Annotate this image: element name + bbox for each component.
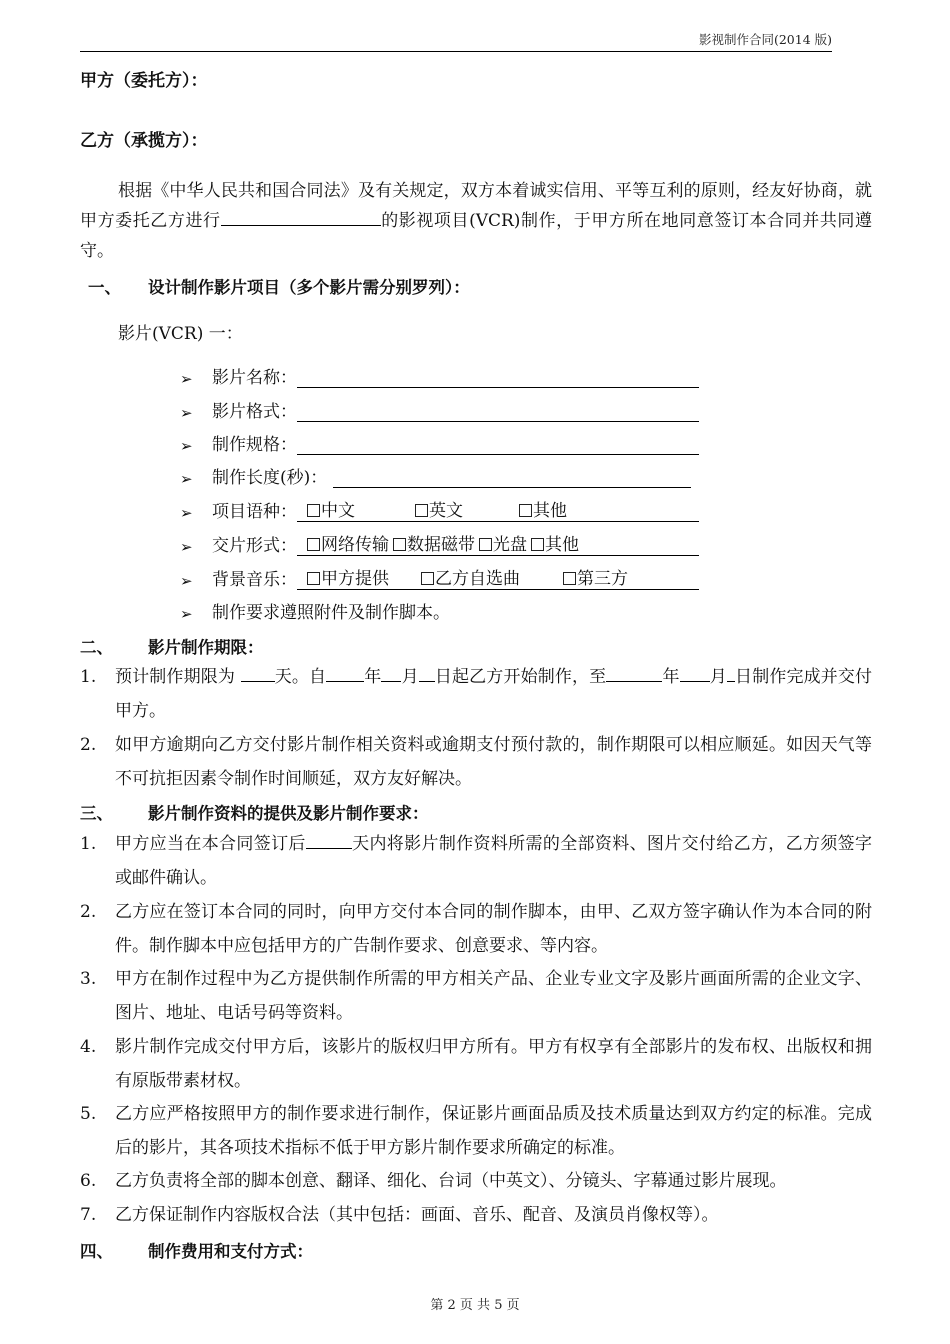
section3-item2: 2. 乙方应在签订本合同的同时，向甲方交付本合同的制作脚本，由甲、乙双方签字确认作为本合同的附件。制作脚本中应包括甲方的广告制作要求、创意要求、等内容。 [80,902,872,956]
production-spec-label: 制作规格： [212,435,297,455]
language-options [297,499,699,522]
header-divider [80,51,832,52]
delivery-days-blank[interactable] [306,830,352,849]
checkbox-icon[interactable] [563,572,576,585]
music-option-party-a[interactable]: 甲方提供 [307,564,417,589]
checkbox-icon[interactable] [307,572,320,585]
project-name-blank[interactable] [221,207,381,226]
duration-days-blank[interactable] [241,663,275,682]
checkbox-icon[interactable] [531,538,544,551]
end-year-blank[interactable] [606,663,662,682]
section3-item5: 5. 乙方应严格按照甲方的制作要求进行制作，保证影片画面品质及技术质量达到双方约定的标准。完成后的影片，其各项技术指标不低于甲方影片制作要求所确定的标准。 [80,1104,872,1158]
bullet-delivery [180,528,699,556]
delivery-option-network[interactable]: 网络传输 [307,530,389,555]
intro-text-part2: 的影视项目(VCR)制作，于甲方所在地同意签订本合同并共同遵守。 [80,211,872,261]
bullet-music [180,562,699,590]
language-label: 项目语种： [212,502,297,522]
film-format-field[interactable] [297,399,699,422]
section2-title: 影片制作期限： [148,638,264,657]
arrow-bullet-icon: ➢ [180,605,193,623]
bullet-requirement [180,595,450,623]
language-option-chinese[interactable]: 中文 [307,496,411,521]
arrow-bullet-icon: ➢ [180,504,193,522]
language-option-other[interactable]: 其他 [519,496,567,521]
intro-paragraph [80,176,872,266]
section3-item1: 1. 甲方应当在本合同签订后 天内将影片制作资料所需的全部资料、图片交付给乙方，乙方须签字或邮件确认。 [80,827,872,895]
checkbox-icon[interactable] [307,538,320,551]
delivery-option-disc[interactable]: 光盘 [479,530,527,555]
delivery-option-other[interactable]: 其他 [531,530,579,555]
bullet-film-format [180,394,699,422]
section4-title: 制作费用和支付方式： [148,1242,313,1261]
checkbox-icon[interactable] [421,572,434,585]
section3-item3: 3. 甲方在制作过程中为乙方提供制作所需的甲方相关产品、企业专业文字及影片画面所需的企业文字、图片、地址、电话号码等资料。 [80,969,872,1023]
section1-number: 一、 [88,278,121,297]
party-a-label: 甲方（委托方）： [80,71,208,91]
bullet-language [180,494,699,522]
vcr-label: 影片(VCR) 一： [118,324,243,344]
section1-title: 设计制作影片项目（多个影片需分别罗列）： [148,278,470,297]
production-length-label: 制作长度(秒)： [212,468,328,488]
start-year-blank[interactable] [326,663,364,682]
music-options [297,567,699,590]
party-b-label: 乙方（承揽方）： [80,131,208,151]
page-number: 第 2 页 共 5 页 [430,1298,520,1313]
bullet-film-name [180,360,699,388]
start-day-blank[interactable] [419,663,435,682]
bullet-production-spec [180,427,699,455]
checkbox-icon[interactable] [393,538,406,551]
section2-number: 二、 [80,638,113,657]
music-option-third-party[interactable]: 第三方 [563,564,628,589]
bullet-production-length [180,460,691,488]
section4-number: 四、 [80,1242,113,1261]
production-length-field[interactable] [333,465,691,488]
section2-item1: 1. 预计制作期限为 天。自 年 月 日起乙方开始制作，至 年 月 日制作完成并交付甲方。 [80,660,872,728]
requirement-text: 制作要求遵照附件及制作脚本。 [212,603,450,623]
film-name-field[interactable] [297,365,699,388]
checkbox-icon[interactable] [415,504,428,517]
arrow-bullet-icon: ➢ [180,437,193,455]
music-option-party-b[interactable]: 乙方自选曲 [421,564,559,589]
intro-text-part1: 根据《中华人民共和国合同法》及有关规定，双方本着诚实信用、平等互利的原则，经友好协商，就甲方委托乙方进行 [80,181,872,231]
film-name-label: 影片名称： [212,368,297,388]
checkbox-icon[interactable] [307,504,320,517]
arrow-bullet-icon: ➢ [180,572,193,590]
music-label: 背景音乐： [212,570,297,590]
section3-item4: 4. 影片制作完成交付甲方后，该影片的版权归甲方所有。甲方有权享有全部影片的发布权、出版权和拥有原版带素材权。 [80,1037,872,1091]
checkbox-icon[interactable] [479,538,492,551]
arrow-bullet-icon: ➢ [180,370,193,388]
arrow-bullet-icon: ➢ [180,538,193,556]
section3-item6: 6. 乙方负责将全部的脚本创意、翻译、细化、台词（中英文）、分镜头、字幕通过影片展现。 [80,1171,787,1191]
delivery-options [297,533,699,556]
production-spec-field[interactable] [297,432,699,455]
section3-number: 三、 [80,804,113,823]
delivery-option-tape[interactable]: 数据磁带 [393,530,475,555]
end-month-blank[interactable] [680,663,710,682]
section3-item7: 7. 乙方保证制作内容版权合法（其中包括：画面、音乐、配音、及演员肖像权等）。 [80,1205,719,1225]
document-header-title: 影视制作合同(2014 版) [698,32,832,47]
section3-title: 影片制作资料的提供及影片制作要求： [148,804,429,823]
arrow-bullet-icon: ➢ [180,470,193,488]
film-format-label: 影片格式： [212,402,297,422]
section2-item2: 2. 如甲方逾期向乙方交付影片制作相关资料或逾期支付预付款的，制作期限可以相应顺延。如因天气等不可抗拒因素令制作时间顺延，双方友好解决。 [80,735,872,789]
language-option-english[interactable]: 英文 [415,496,515,521]
end-day-blank[interactable] [727,663,735,682]
arrow-bullet-icon: ➢ [180,404,193,422]
checkbox-icon[interactable] [519,504,532,517]
delivery-label: 交片形式： [212,536,297,556]
start-month-blank[interactable] [381,663,401,682]
